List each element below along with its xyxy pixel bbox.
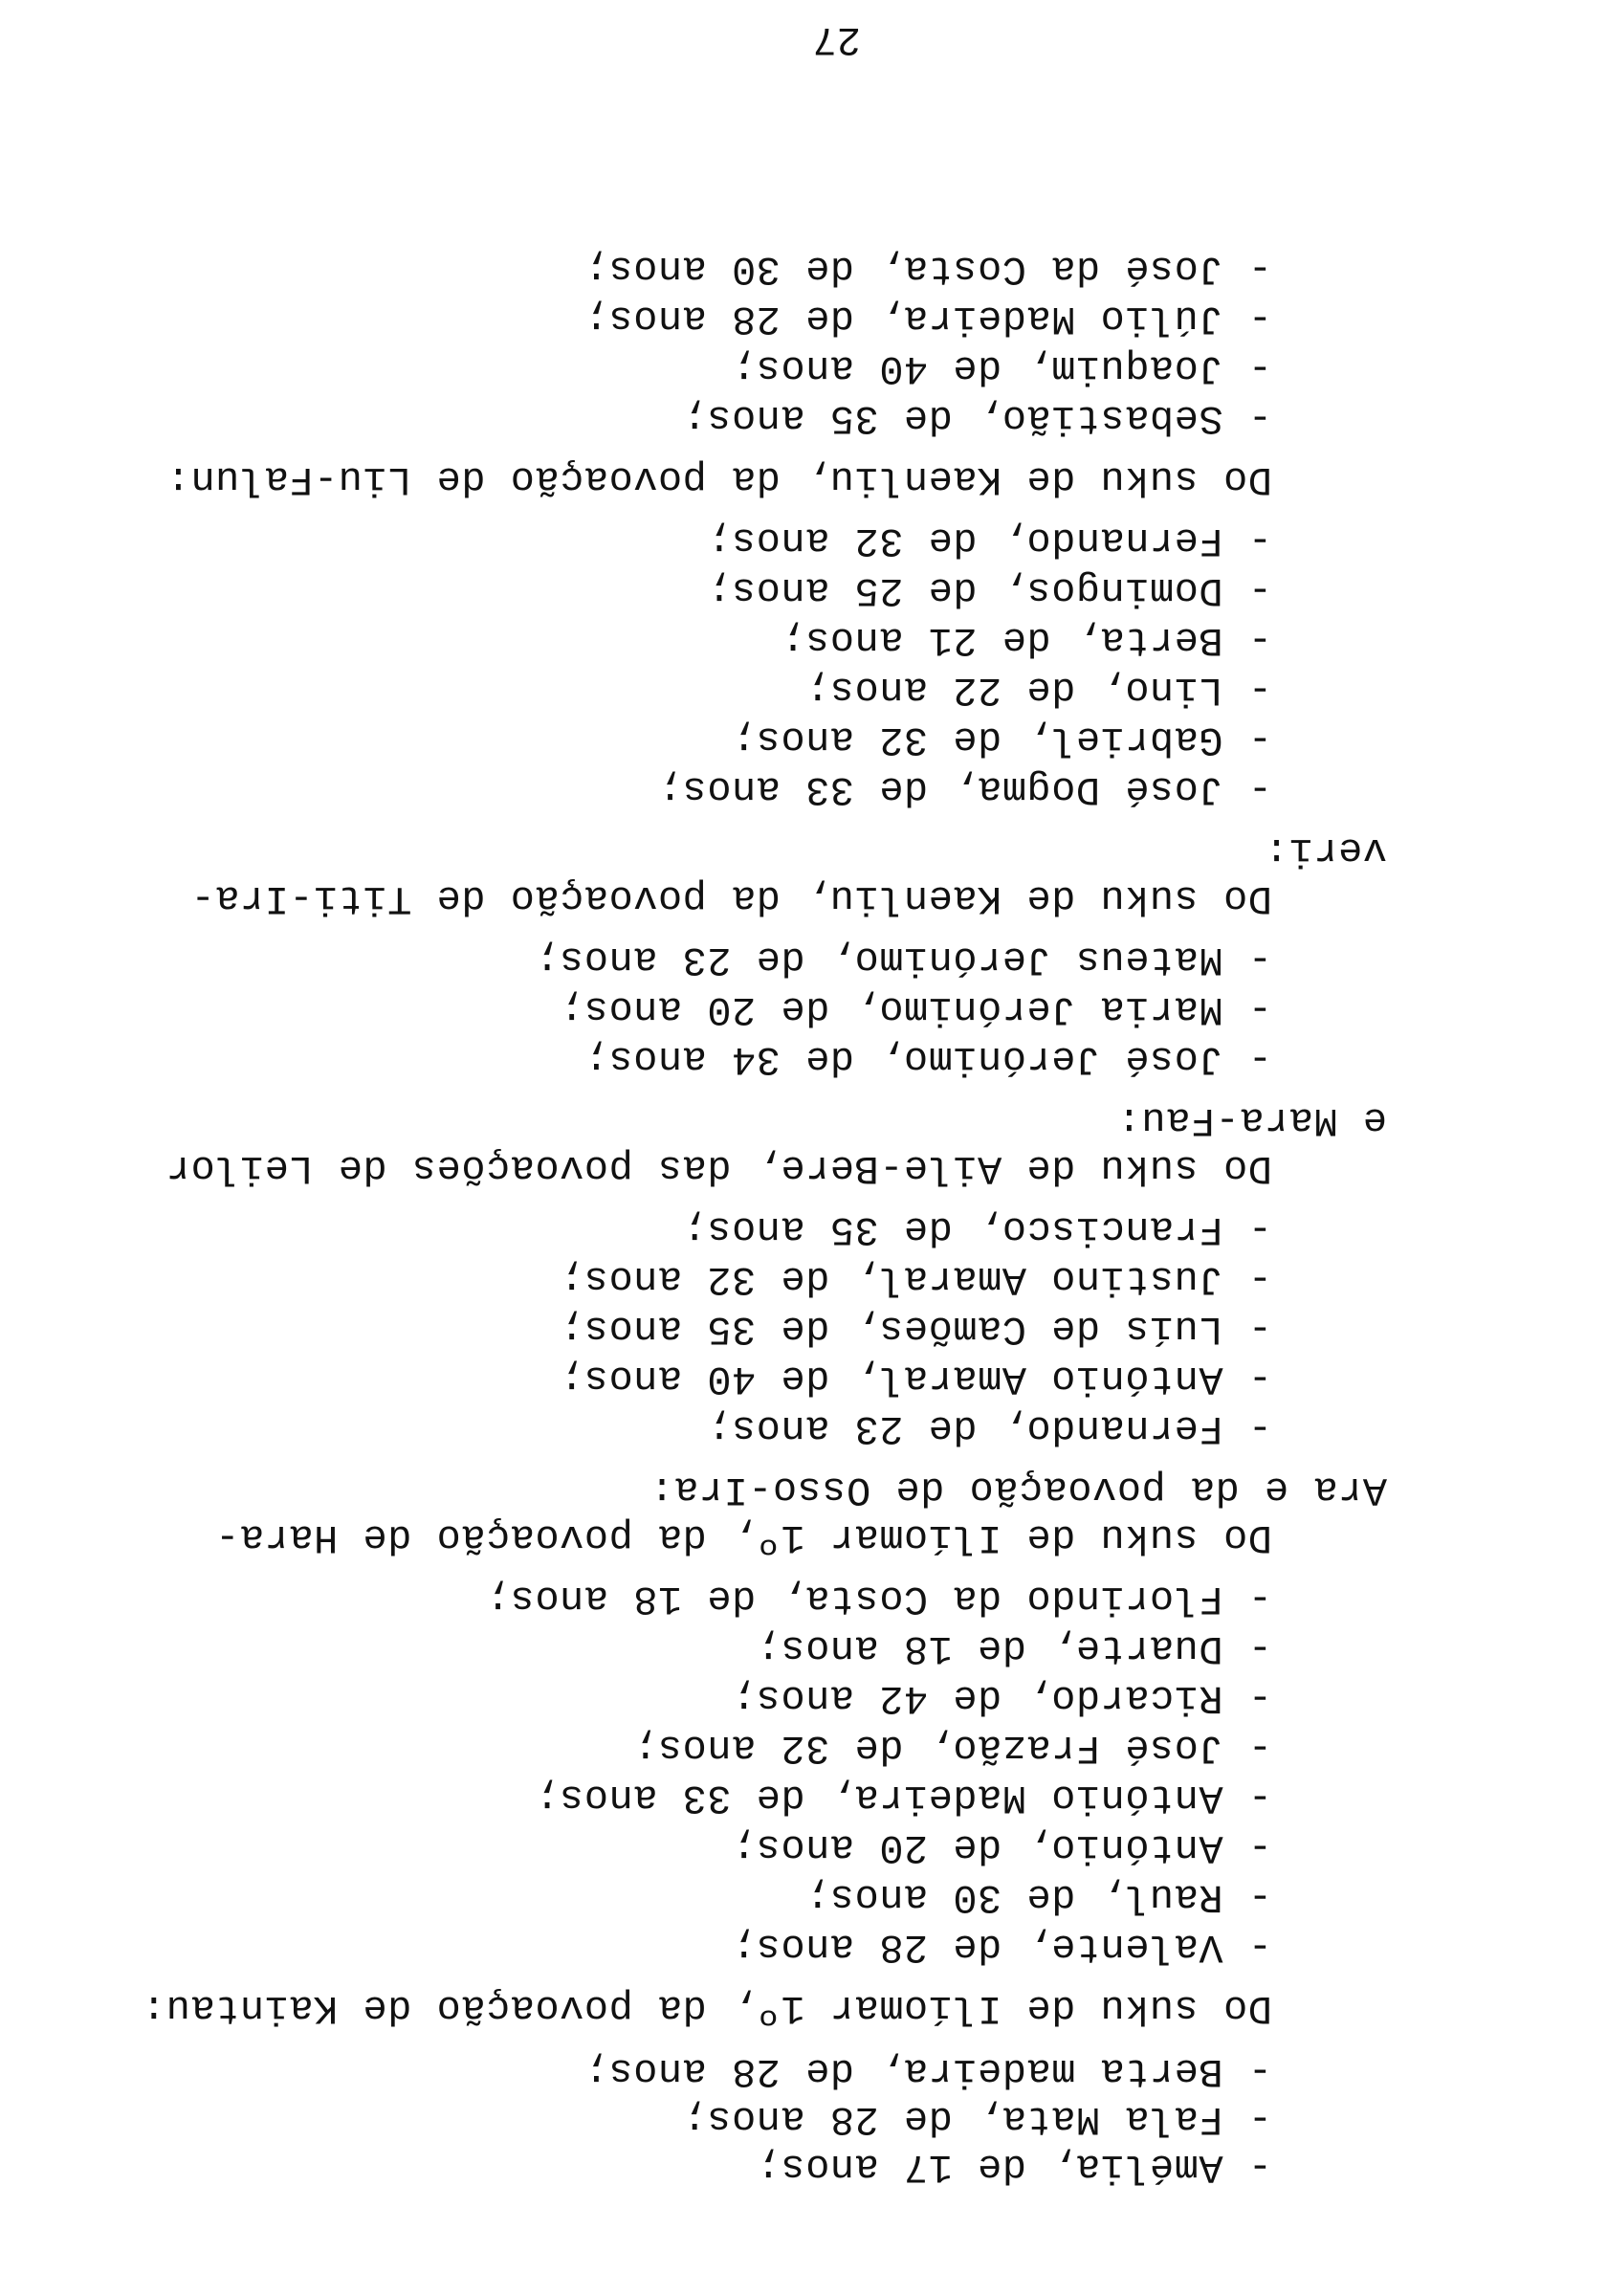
list-item: - Sebastião, de 35 anos; [682, 395, 1272, 441]
section-heading: Do suku de Kaenliu, da povoação de Titi-Ira- [190, 875, 1272, 921]
list-item: - José da Costa, de 30 anos; [583, 246, 1272, 292]
list-item: - Valente, de 28 anos; [731, 1924, 1272, 1970]
list-item: - Maria Jerónimo, de 20 anos; [559, 986, 1272, 1032]
list-item: - Justino Amaral, de 32 anos; [559, 1256, 1272, 1302]
page-number: 27 [812, 16, 861, 62]
list-item: - Mateus Jerónimo, de 23 anos; [534, 937, 1272, 982]
list-item: - Fala Mata, de 28 anos; [682, 2096, 1272, 2142]
list-item: - Domingos, de 25 anos; [706, 567, 1272, 613]
list-item: - António, de 20 anos; [731, 1824, 1272, 1870]
list-item: - Ricardo, de 42 anos; [731, 1675, 1272, 1721]
list-item: - Francisco, de 35 anos; [682, 1206, 1272, 1252]
list-item: - Luís de Camões, de 35 anos; [559, 1306, 1272, 1352]
list-item: - Amélia, de 17 anos; [756, 2144, 1272, 2190]
list-item: - António Amaral, de 40 anos; [559, 1356, 1272, 1402]
list-item: - José Dogma, de 33 anos; [657, 766, 1272, 812]
list-item: - Berta, de 21 anos; [780, 617, 1272, 663]
section-heading: Do suku de Kaenliu, da povoação de Liu-Falun: [165, 456, 1272, 502]
list-item: - Júlio Madeira, de 28 anos; [583, 296, 1272, 342]
section-heading: Do suku de Ilíomar 1º, da povoação de Hara- [214, 1514, 1272, 1560]
list-item: - António Madeira, de 33 anos; [534, 1775, 1272, 1821]
list-item: - Joaquim, de 40 anos; [731, 345, 1272, 391]
list-item: - Berta madeira, de 28 anos; [583, 2048, 1272, 2094]
list-item: - Lino, de 22 anos; [804, 667, 1272, 713]
section-heading: Do suku de Ilíomar 1º, da povoação de Kaintau: [141, 1985, 1272, 2031]
list-item: - Fernando, de 23 anos; [706, 1405, 1272, 1451]
list-item: - Fernando, de 32 anos; [706, 518, 1272, 563]
list-item: - Duarte, de 18 anos; [756, 1625, 1272, 1671]
list-item: - Gabriel, de 32 anos; [731, 717, 1272, 762]
heading-continuation: e Mara-Fau: [1116, 1097, 1387, 1143]
list-item: - Florindo da Costa, de 18 anos; [485, 1576, 1272, 1622]
list-item: - Raul, de 30 anos; [804, 1874, 1272, 1920]
heading-continuation: Ara e da povoação de Osso-Ira: [649, 1467, 1387, 1512]
section-heading: Do suku de Aile-Bere, das povoações de Leilor [165, 1145, 1272, 1191]
heading-continuation: veri: [1264, 828, 1387, 873]
list-item: - José Frazão, de 32 anos; [632, 1725, 1272, 1771]
list-item: - José Jerónimo, de 34 anos; [583, 1036, 1272, 1082]
